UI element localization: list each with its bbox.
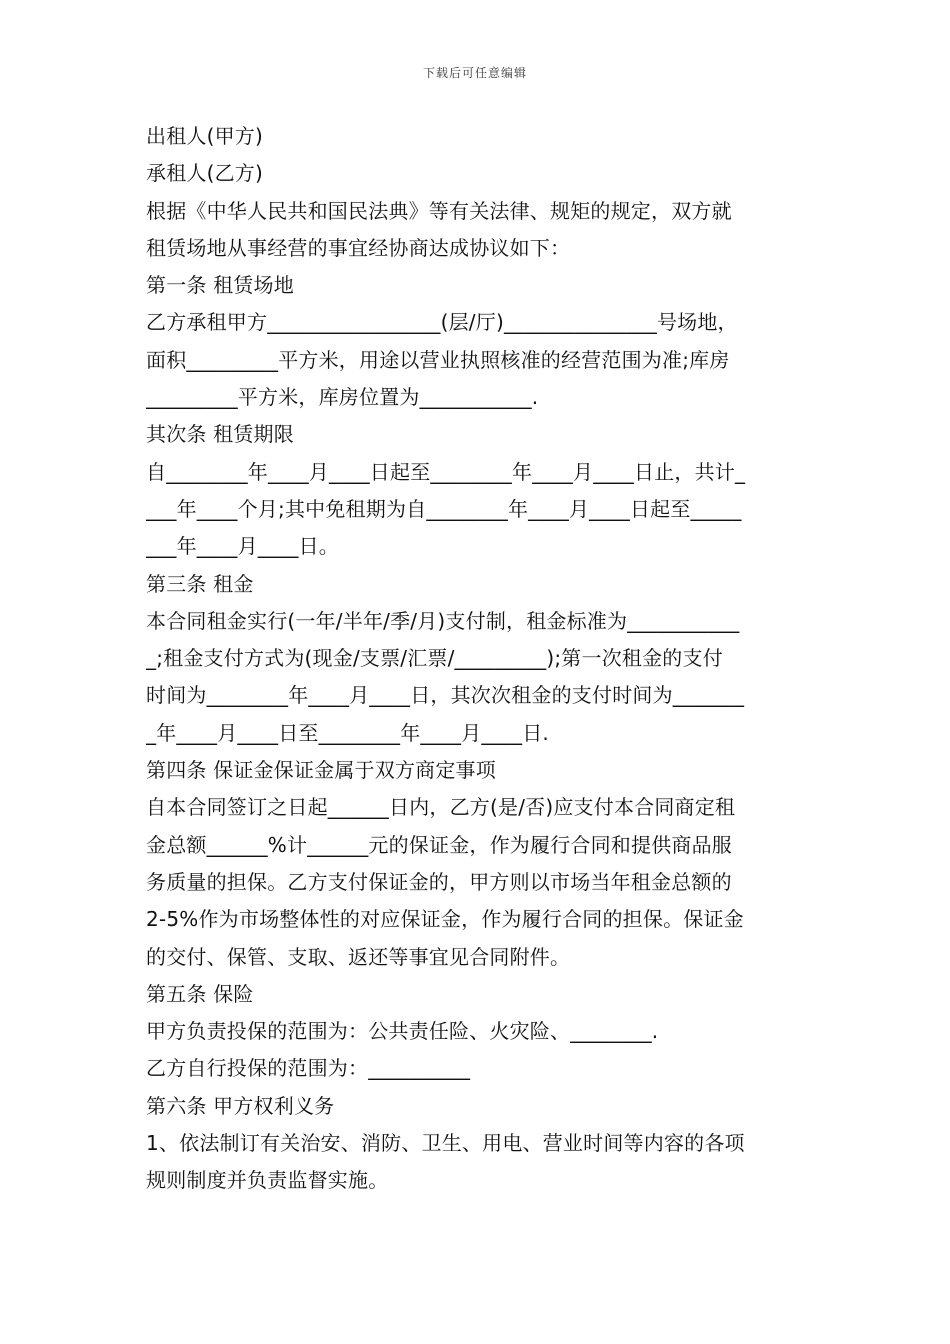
article-3-line-4: _年____月____日至________年____月____日. — [146, 720, 549, 745]
article-5-line-2: 乙方自行投保的范围为：__________ — [146, 1056, 471, 1081]
article-4-line-5: 的交付、保管、支取、返还等事宜见合同附件。 — [146, 944, 571, 969]
article-3-line-3: 时间为________年____月____日，其次次租金的支付时间为_______ — [146, 683, 745, 708]
preamble-line-1: 根据《中华人民共和国民法典》等有关法律、规矩的规定，双方就 — [146, 198, 732, 223]
article-6-line-2: 规则制度并负责监督实施。 — [146, 1168, 389, 1193]
document-body — [146, 118, 810, 1200]
article-4-heading: 第四条 保证金保证金属于双方商定事项 — [146, 758, 496, 783]
article-3-heading: 第三条 租金 — [146, 571, 254, 596]
article-5-line-1: 甲方负责投保的范围为：公共责任险、火灾险、________. — [146, 1019, 659, 1044]
article-1-heading: 第一条 租赁场地 — [146, 273, 294, 298]
article-2-line-2: ___年____个月;其中免租期为自________年____月____日起至_____ — [146, 496, 742, 521]
article-4-line-3: 务质量的担保。乙方支付保证金的，甲方则以市场当年租金总额的 — [146, 869, 732, 894]
article-3-line-1: 本合同租金实行(一年/半年/季/月)支付制，租金标准为___________ — [146, 608, 740, 633]
article-2-line-1: 自________年____月____日起至________年____月____日止，共计_ — [146, 459, 746, 484]
preamble-line-2: 租赁场地从事经营的事宜经协商达成协议如下： — [146, 235, 571, 260]
article-2-heading: 其次条 租赁期限 — [146, 422, 294, 447]
article-1-line-3: _________平方米，库房位置为___________. — [146, 385, 539, 410]
article-6-heading: 第六条 甲方权利义务 — [146, 1093, 335, 1118]
lessee-line: 承租人(乙方) — [146, 161, 264, 186]
article-1-line-1: 乙方承租甲方_________________(层/厅)_______________号场地， — [146, 310, 738, 335]
article-4-line-4: 2-5%作为市场整体性的对应保证金，作为履行合同的担保。保证金 — [146, 907, 744, 932]
article-4-line-1: 自本合同签订之日起______日内，乙方(是/否)应支付本合同商定租 — [146, 795, 736, 820]
article-2-line-3: ___年____月____日。 — [146, 534, 339, 559]
page-header: 下载后可任意编辑 — [422, 66, 527, 80]
article-1-line-2: 面积_________平方米，用途以营业执照核准的经营范围为准;库房 — [146, 347, 730, 372]
lessor-line: 出租人(甲方) — [146, 124, 264, 148]
article-3-line-2: _;租金支付方式为(现金/支票/汇票/_________);第一次租金的支付 — [146, 646, 723, 671]
article-4-line-2: 金总额______%计______元的保证金，作为履行合同和提供商品服 — [146, 832, 733, 857]
article-5-heading: 第五条 保险 — [146, 981, 254, 1006]
article-6-line-1: 1、依法制订有关治安、消防、卫生、用电、营业时间等内容的各项 — [146, 1131, 745, 1156]
